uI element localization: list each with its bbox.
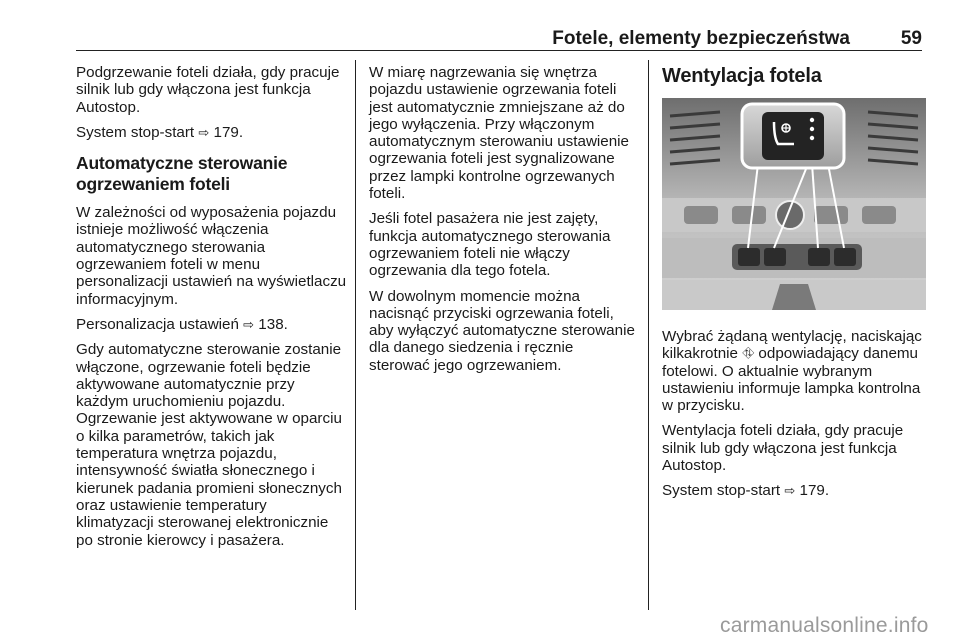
paragraph: Jeśli fotel pasażera nie jest zajęty, funkcja automatycznego sterowania ogrzewaniem foteli nie włączy ogrzewania dla tego fotela. — [369, 210, 611, 280]
text: odpowiadający danemu fotelowi. O aktualnie wybranym ustawieniu informuje lampka kontrolna w przycisku. — [662, 345, 921, 415]
watermark: carmanualsonline.info — [720, 614, 929, 637]
seat-ventilation-figure — [662, 98, 926, 310]
paragraph: W miarę nagrzewania się wnętrza pojazdu ustawienie ogrzewania foteli jest automatycznie zmniejszane aż do jego wyłączenia. Przy włączonym automatycznym sterowaniu ustawienie ogrzewania foteli jest sygnalizowane przez lampki kontrolne ogrzewanych foteli. — [369, 64, 629, 203]
column-divider — [648, 60, 649, 610]
paragraph: Wentylacja foteli działa, gdy pracuje silnik lub gdy włączona jest funkcja Autostop. — [662, 422, 904, 475]
section-heading: Automatyczne sterowanie ogrzewaniem foteli — [76, 153, 288, 195]
section-heading: Wentylacja fotela — [662, 65, 822, 87]
paragraph: Podgrzewanie foteli działa, gdy pracuje silnik lub gdy włączona jest funkcja Autostop. — [76, 64, 340, 116]
paragraph — [662, 482, 928, 499]
paragraph: W zależności od wyposażenia pojazdu istnieje możliwość włączenia automatycznego sterowania ogrzewaniem foteli w menu personalizacji ustawień na wyświetlaczu informacyjnym. — [76, 204, 347, 308]
cross-reference-arrow-icon: ⇨ — [198, 124, 210, 140]
column-left — [76, 64, 348, 557]
cross-reference-arrow-icon: ⇨ — [243, 316, 255, 332]
column-right — [662, 64, 928, 508]
page-number: 59 — [900, 28, 922, 49]
page-reference: 179. — [213, 123, 244, 141]
text: System stop-start — [76, 123, 199, 141]
text: System stop-start — [662, 482, 785, 500]
dashboard-photo — [662, 98, 926, 310]
text: Personalizacja ustawień — [76, 315, 244, 333]
page-reference: 138. — [258, 315, 288, 333]
paragraph — [76, 316, 348, 333]
column-middle — [369, 64, 635, 382]
page-title: Fotele, elementy bezpieczeństwa — [552, 28, 850, 49]
paragraph: W dowolnym momencie można nacisnąć przyciski ogrzewania foteli, aby wyłączyć automatyczne sterowanie dla danego siedzenia i ręcznie sterować jego ogrzewaniem. — [369, 287, 635, 374]
seat-ventilation-icon: ⛗ — [742, 345, 755, 363]
paragraph — [662, 328, 928, 414]
column-divider — [355, 60, 356, 610]
paragraph: Gdy automatyczne sterowanie zostanie włączone, ogrzewanie foteli będzie aktywowane automatycznie przy każdym uruchomieniu pojazdu. Ogrzewanie jest aktywowane w oparciu o kilka parametrów, takich jak temperatura wnętrza pojazdu, intensywność światła słonecznego i kierunek padania promieni słonecznych oraz ustawienie temperatury klimatyzacji sterowanej elektronicznie po stronie kierowcy i pasażera. — [76, 341, 342, 549]
page-reference: 179. — [799, 482, 830, 500]
page-header — [76, 28, 922, 51]
paragraph — [76, 124, 348, 141]
text: Wybrać żądaną wentylację, naciskając kilkakrotnie — [662, 328, 922, 363]
cross-reference-arrow-icon: ⇨ — [784, 483, 796, 499]
